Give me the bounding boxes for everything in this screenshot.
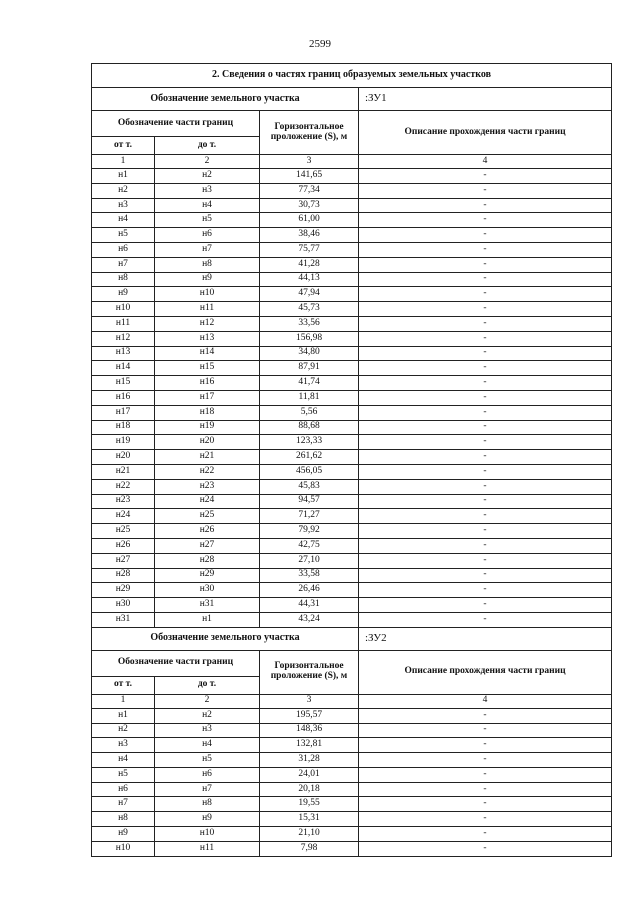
table-row [92,316,612,331]
length-cell: 19,55 [260,797,359,812]
to-point-cell: н10 [155,287,260,302]
from-point-cell: н26 [92,538,155,553]
length-cell: 43,24 [260,612,359,627]
length-cell: 41,28 [260,257,359,272]
table-row [92,479,612,494]
length-cell: 15,31 [260,812,359,827]
plot-designation-label: Обозначение земельного участка [92,627,359,650]
description-cell: - [359,612,612,627]
description-cell: - [359,738,612,753]
to-point-cell: н5 [155,213,260,228]
from-point-cell: н18 [92,420,155,435]
column-number: 2 [155,155,260,169]
horizontal-length-header: Горизонтальное проложение (S), м [260,111,359,155]
description-cell: - [359,183,612,198]
table-row [92,827,612,842]
table-row [92,583,612,598]
length-cell: 44,13 [260,272,359,287]
table-row [92,753,612,768]
from-point-cell: н14 [92,361,155,376]
from-point-cell: н1 [92,169,155,184]
description-cell: - [359,812,612,827]
length-cell: 45,73 [260,302,359,317]
table-row [92,509,612,524]
to-point-cell: н3 [155,723,260,738]
table-row [92,538,612,553]
from-point-cell: н15 [92,376,155,391]
table-row [92,435,612,450]
table-row [92,272,612,287]
from-point-cell: н9 [92,827,155,842]
description-cell: - [359,287,612,302]
from-point-cell: н25 [92,524,155,539]
boundary-part-header: Обозначение части границ [92,650,260,676]
table-row [92,257,612,272]
description-cell: - [359,242,612,257]
boundary-parts-table [91,63,612,857]
table-row [92,568,612,583]
plot-header-row [92,627,612,650]
length-cell: 195,57 [260,708,359,723]
to-point-cell: н28 [155,553,260,568]
description-cell: - [359,583,612,598]
table-row [92,302,612,317]
to-point-cell: н8 [155,257,260,272]
description-cell: - [359,553,612,568]
from-point-cell: н6 [92,242,155,257]
description-cell: - [359,568,612,583]
table-row [92,782,612,797]
from-point-header: от т. [92,137,155,155]
column-number: 1 [92,155,155,169]
to-point-cell: н31 [155,598,260,613]
page-number: 2599 [309,38,331,50]
length-cell: 77,34 [260,183,359,198]
column-header-row [92,111,612,137]
to-point-cell: н27 [155,538,260,553]
to-point-cell: н2 [155,708,260,723]
length-cell: 41,74 [260,376,359,391]
table-row [92,198,612,213]
length-cell: 42,75 [260,538,359,553]
to-point-cell: н1 [155,612,260,627]
to-point-cell: н4 [155,738,260,753]
table-row [92,524,612,539]
from-point-cell: н8 [92,272,155,287]
table-row [92,598,612,613]
table-row [92,464,612,479]
length-cell: 21,10 [260,827,359,842]
length-cell: 61,00 [260,213,359,228]
description-cell: - [359,708,612,723]
from-point-cell: н17 [92,405,155,420]
length-cell: 33,56 [260,316,359,331]
length-cell: 156,98 [260,331,359,346]
to-point-cell: н9 [155,272,260,287]
from-point-cell: н30 [92,598,155,613]
to-point-cell: н21 [155,450,260,465]
length-cell: 5,56 [260,405,359,420]
table-row [92,708,612,723]
description-cell: - [359,257,612,272]
from-point-cell: н1 [92,708,155,723]
from-point-cell: н3 [92,198,155,213]
table-row [92,738,612,753]
from-point-cell: н4 [92,753,155,768]
description-cell: - [359,169,612,184]
column-number: 3 [260,155,359,169]
table-row [92,346,612,361]
table-row [92,812,612,827]
length-cell: 20,18 [260,782,359,797]
table-row [92,450,612,465]
length-cell: 132,81 [260,738,359,753]
length-cell: 71,27 [260,509,359,524]
table-row [92,242,612,257]
to-point-cell: н16 [155,376,260,391]
table-row [92,376,612,391]
column-header-row [92,650,612,676]
description-cell: - [359,841,612,856]
to-point-cell: н3 [155,183,260,198]
to-point-cell: н2 [155,169,260,184]
length-cell: 94,57 [260,494,359,509]
from-point-cell: н3 [92,738,155,753]
from-point-cell: н5 [92,767,155,782]
description-cell: - [359,598,612,613]
to-point-cell: н17 [155,390,260,405]
length-cell: 79,92 [260,524,359,539]
from-point-cell: н23 [92,494,155,509]
from-point-cell: н10 [92,841,155,856]
column-number-row [92,155,612,169]
to-point-cell: н26 [155,524,260,539]
length-cell: 7,98 [260,841,359,856]
length-cell: 34,80 [260,346,359,361]
to-point-header: до т. [155,676,260,694]
column-number: 4 [359,155,612,169]
to-point-cell: н30 [155,583,260,598]
to-point-cell: н29 [155,568,260,583]
from-point-cell: н20 [92,450,155,465]
length-cell: 31,28 [260,753,359,768]
description-cell: - [359,316,612,331]
description-cell: - [359,767,612,782]
description-cell: - [359,464,612,479]
table-row [92,361,612,376]
table-row [92,612,612,627]
description-cell: - [359,723,612,738]
from-point-cell: н8 [92,812,155,827]
to-point-cell: н9 [155,812,260,827]
from-point-cell: н2 [92,723,155,738]
length-cell: 87,91 [260,361,359,376]
description-cell: - [359,524,612,539]
table-body [92,64,612,857]
description-cell: - [359,361,612,376]
description-cell: - [359,331,612,346]
column-number: 4 [359,694,612,708]
to-point-cell: н6 [155,228,260,243]
description-cell: - [359,346,612,361]
from-point-cell: н29 [92,583,155,598]
table-row [92,405,612,420]
from-point-cell: н11 [92,316,155,331]
from-point-cell: н27 [92,553,155,568]
to-point-cell: н6 [155,767,260,782]
to-point-cell: н22 [155,464,260,479]
description-cell: - [359,302,612,317]
from-point-cell: н6 [92,782,155,797]
table-row [92,228,612,243]
to-point-cell: н13 [155,331,260,346]
table-row [92,390,612,405]
column-number-row [92,694,612,708]
table-row [92,841,612,856]
table-row [92,213,612,228]
from-point-cell: н7 [92,797,155,812]
table-row [92,553,612,568]
to-point-cell: н7 [155,242,260,257]
from-point-cell: н21 [92,464,155,479]
to-point-cell: н10 [155,827,260,842]
description-cell: - [359,420,612,435]
description-cell: - [359,827,612,842]
to-point-cell: н24 [155,494,260,509]
length-cell: 75,77 [260,242,359,257]
to-point-cell: н8 [155,797,260,812]
column-number: 1 [92,694,155,708]
to-point-cell: н23 [155,479,260,494]
to-point-cell: н5 [155,753,260,768]
from-point-cell: н19 [92,435,155,450]
horizontal-length-header: Горизонтальное проложение (S), м [260,650,359,694]
description-cell: - [359,435,612,450]
length-cell: 148,36 [260,723,359,738]
to-point-cell: н11 [155,302,260,317]
description-cell: - [359,272,612,287]
to-point-cell: н20 [155,435,260,450]
description-header: Описание прохождения части границ [359,111,612,155]
table-row [92,169,612,184]
length-cell: 456,05 [260,464,359,479]
table-row [92,183,612,198]
from-point-cell: н4 [92,213,155,228]
description-cell: - [359,376,612,391]
table-row [92,723,612,738]
plot-id: :ЗУ2 [359,627,612,650]
column-number: 2 [155,694,260,708]
from-point-header: от т. [92,676,155,694]
length-cell: 24,01 [260,767,359,782]
from-point-cell: н22 [92,479,155,494]
plot-header-row [92,88,612,111]
description-cell: - [359,753,612,768]
description-header: Описание прохождения части границ [359,650,612,694]
length-cell: 44,31 [260,598,359,613]
to-point-cell: н19 [155,420,260,435]
table-row [92,797,612,812]
description-cell: - [359,782,612,797]
plot-designation-label: Обозначение земельного участка [92,88,359,111]
from-point-cell: н31 [92,612,155,627]
to-point-cell: н12 [155,316,260,331]
from-point-cell: н9 [92,287,155,302]
length-cell: 123,33 [260,435,359,450]
from-point-cell: н16 [92,390,155,405]
to-point-cell: н4 [155,198,260,213]
table-row [92,494,612,509]
section-title: 2. Сведения о частях границ образуемых земельных участков [92,64,612,88]
description-cell: - [359,538,612,553]
description-cell: - [359,479,612,494]
table-row [92,331,612,346]
from-point-cell: н28 [92,568,155,583]
to-point-cell: н11 [155,841,260,856]
description-cell: - [359,390,612,405]
to-point-cell: н15 [155,361,260,376]
description-cell: - [359,198,612,213]
from-point-cell: н7 [92,257,155,272]
length-cell: 261,62 [260,450,359,465]
from-point-cell: н24 [92,509,155,524]
length-cell: 26,46 [260,583,359,598]
to-point-cell: н7 [155,782,260,797]
length-cell: 45,83 [260,479,359,494]
length-cell: 47,94 [260,287,359,302]
length-cell: 88,68 [260,420,359,435]
to-point-cell: н14 [155,346,260,361]
description-cell: - [359,509,612,524]
length-cell: 30,73 [260,198,359,213]
to-point-cell: н18 [155,405,260,420]
description-cell: - [359,405,612,420]
from-point-cell: н2 [92,183,155,198]
from-point-cell: н12 [92,331,155,346]
length-cell: 33,58 [260,568,359,583]
table-row [92,287,612,302]
description-cell: - [359,494,612,509]
to-point-cell: н25 [155,509,260,524]
table-row [92,420,612,435]
from-point-cell: н5 [92,228,155,243]
length-cell: 38,46 [260,228,359,243]
from-point-cell: н13 [92,346,155,361]
from-point-cell: н10 [92,302,155,317]
boundary-part-header: Обозначение части границ [92,111,260,137]
table-row [92,767,612,782]
description-cell: - [359,797,612,812]
description-cell: - [359,450,612,465]
description-cell: - [359,228,612,243]
plot-id: :ЗУ1 [359,88,612,111]
to-point-header: до т. [155,137,260,155]
length-cell: 141,65 [260,169,359,184]
description-cell: - [359,213,612,228]
length-cell: 27,10 [260,553,359,568]
column-number: 3 [260,694,359,708]
length-cell: 11,81 [260,390,359,405]
